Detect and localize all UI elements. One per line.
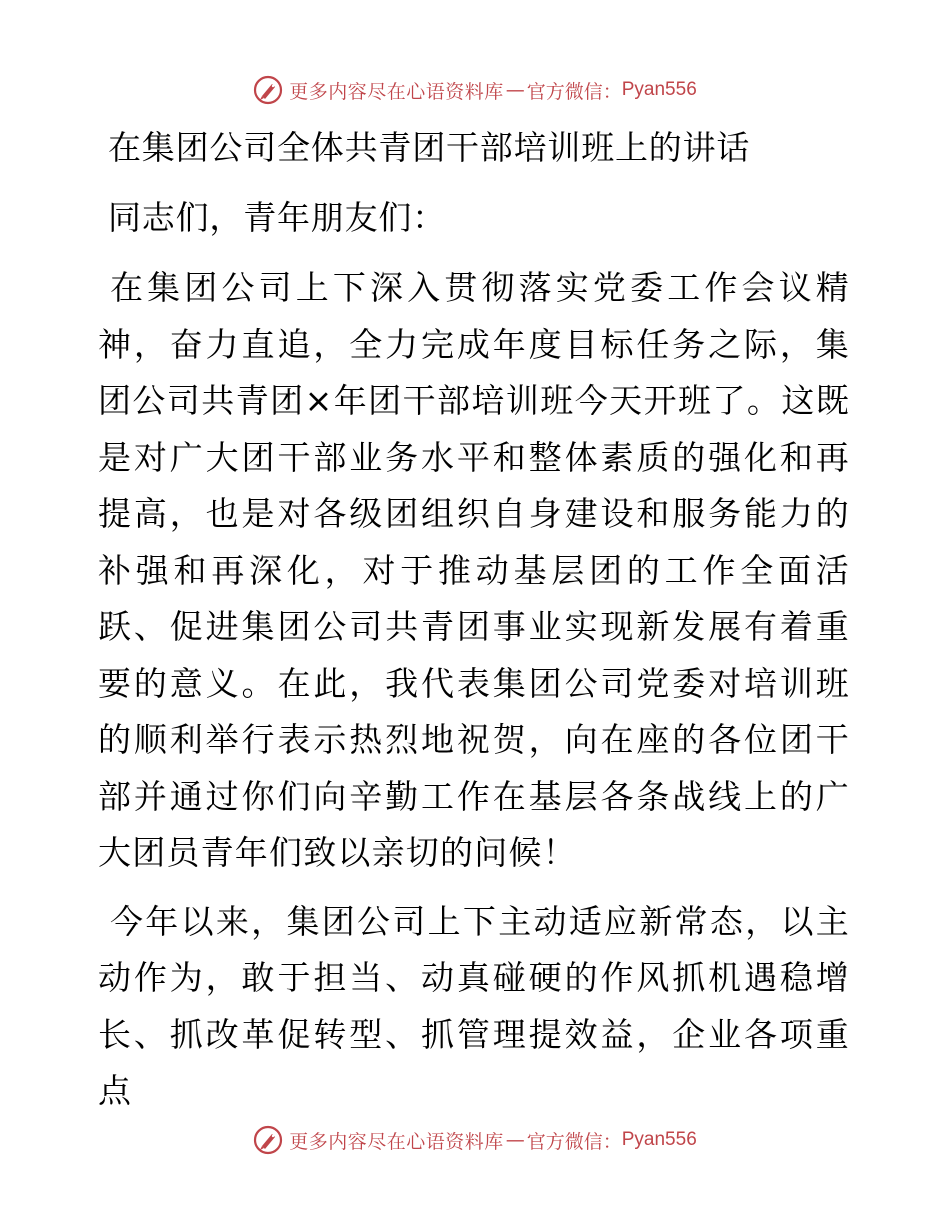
banner-official-label: 官方微信：	[526, 80, 622, 103]
banner-text: 更多内容尽在心语资料库	[289, 80, 504, 103]
banner-dash: —	[505, 1129, 525, 1151]
salutation: 同志们，青年朋友们：	[108, 198, 446, 237]
pen-nib-logo-icon	[253, 75, 283, 105]
paragraph-2: 今年以来，集团公司上下主动适应新常态，以主动作为，敢于担当、动真碰硬的作风抓机遇稳增长、抓改革促转型、抓管理提效益，企业各项重点	[98, 901, 850, 1110]
footer-watermark-banner	[0, 1120, 950, 1160]
banner-official-label: 官方微信：	[526, 1130, 622, 1153]
banner-text: 更多内容尽在心语资料库	[289, 1130, 504, 1153]
pen-nib-logo-icon	[253, 1125, 283, 1155]
banner-wechat-id: Pyan556	[621, 1129, 697, 1150]
document-title: 在集团公司全体共青团干部培训班上的讲话	[108, 128, 751, 167]
banner-wechat-id: Pyan556	[621, 79, 697, 100]
header-watermark-banner	[0, 70, 950, 110]
paragraph-1: 在集团公司上下深入贯彻落实党委工作会议精神，奋力直追，全力完成年度目标任务之际，集团公司共青团×年团干部培训班今天开班了。这既是对广大团干部业务水平和整体素质的强化和再提高，也是对各级团组织自身建设和服务能力的补强和再深化，对于推动基层团的工作全面活跃、促进集团公司共青团事业实现新发展有着重要的意义。在此，我代表集团公司党委对培训班的顺利举行表示热烈地祝贺，向在座的各位团干部并通过你们向辛勤工作在基层各条战线上的广大团员青年们致以亲切的问候！	[98, 268, 850, 872]
banner-dash: —	[505, 79, 525, 101]
document-body	[98, 122, 850, 1132]
